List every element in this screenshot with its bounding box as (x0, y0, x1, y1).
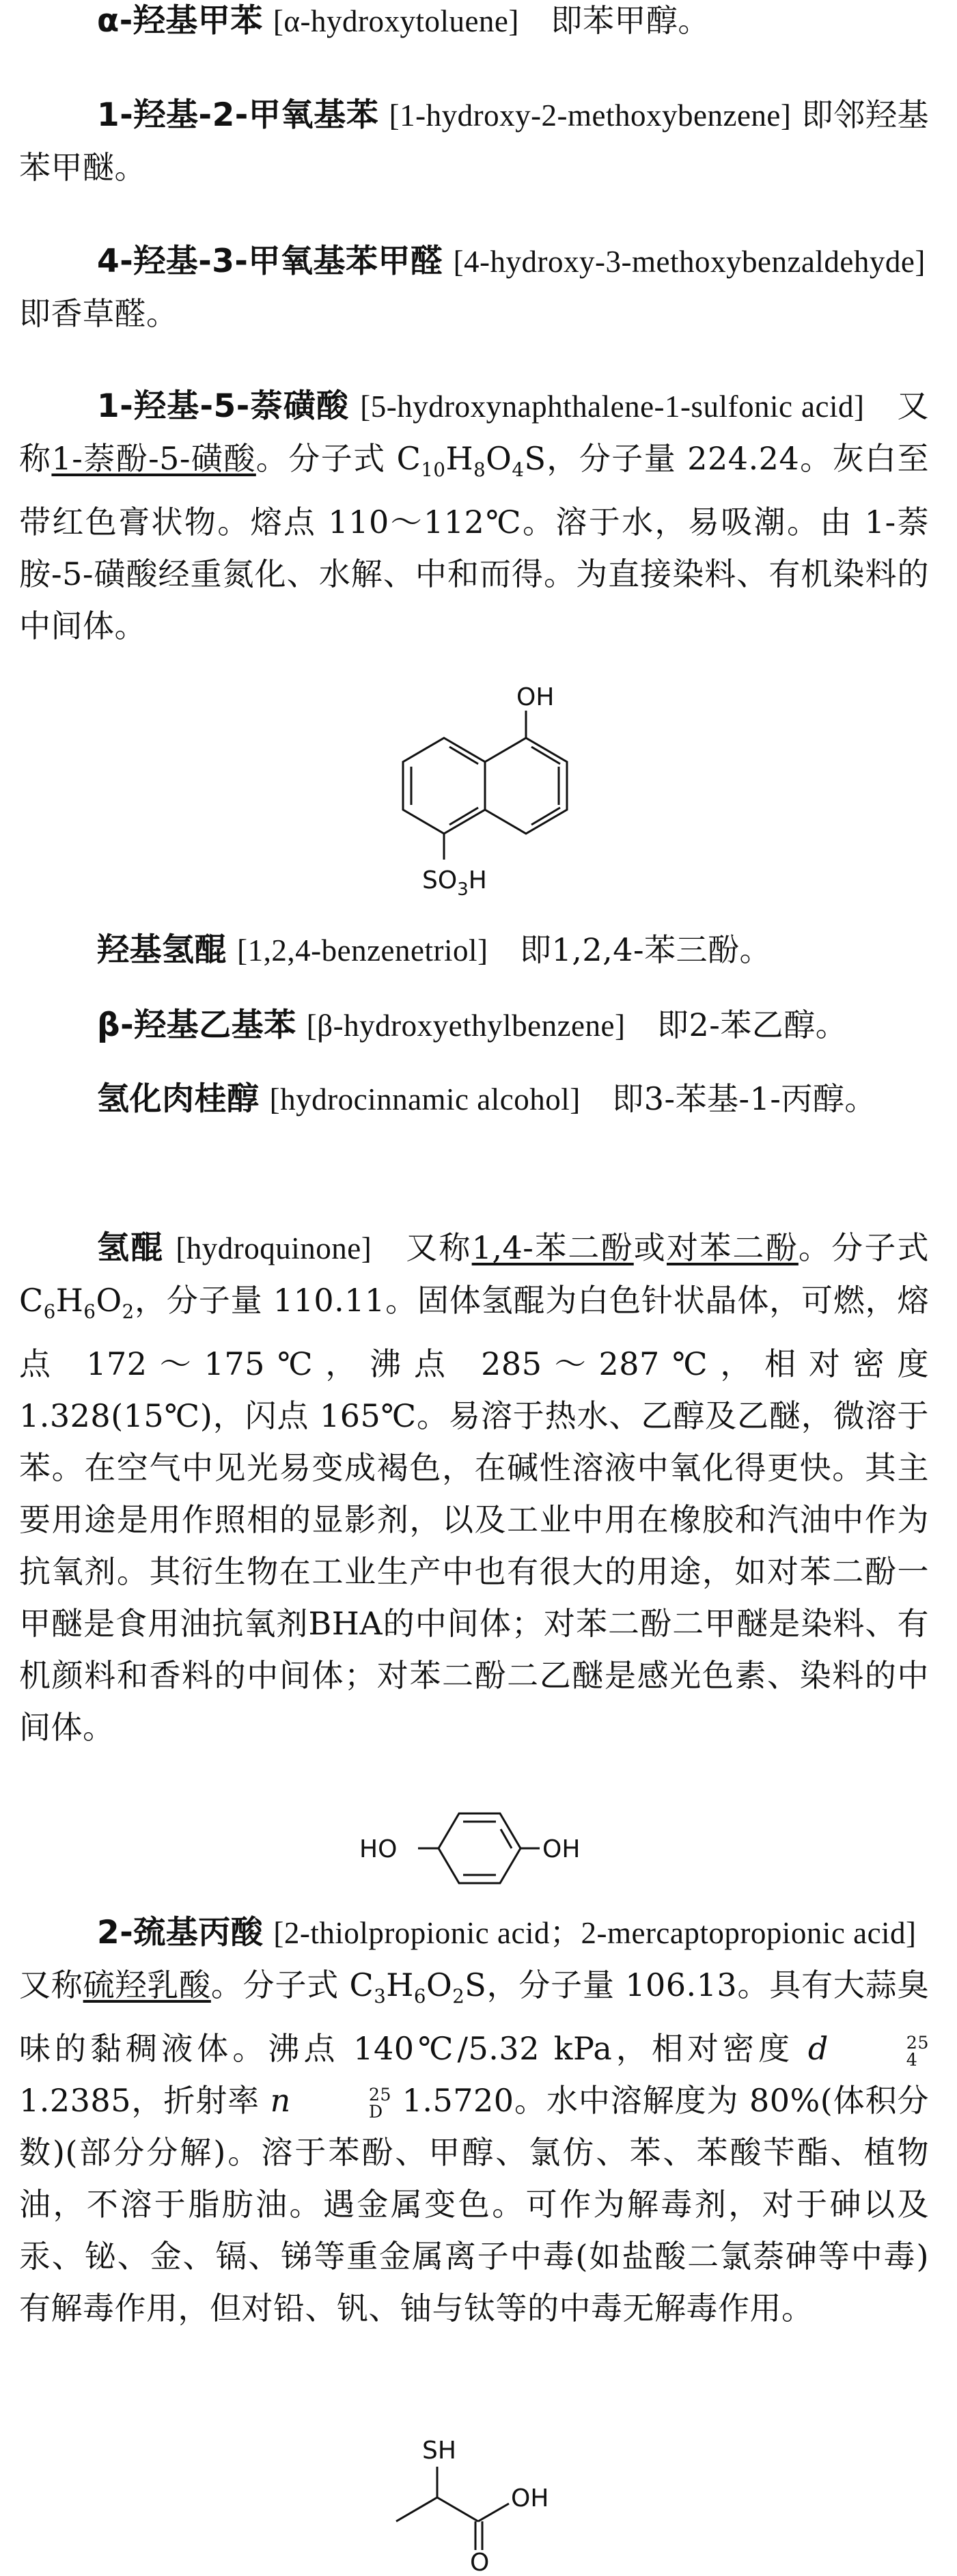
structure-hydroxynaphthalenesulfonic-acid (383, 676, 581, 905)
formula-text: O (486, 440, 512, 477)
entry-headword: 4-羟基-3-甲氧基苯甲醛 (97, 243, 443, 280)
entry-definition: S，分子量 106.13。具有大蒜臭味的黏稠液体。沸点 140℃/5.32 kPa，相对密度 (19, 1967, 930, 2068)
formula-text: 。分子式 C (210, 1967, 374, 2003)
alias-prefix: 又称 (372, 1229, 472, 1266)
entry-definition: 即3-苯基-1-丙醇。 (580, 1080, 876, 1117)
structure-hydroquinone (357, 1804, 589, 1895)
formula-text: H (386, 1967, 414, 2003)
formula-text: O (96, 1282, 122, 1319)
formula-subscript: 2 (122, 1300, 135, 1324)
entry-beta-hydroxyethylbenzene (19, 999, 929, 1052)
formula-subscript: 10 (421, 458, 446, 482)
so3h-label: $SO_3H$ (422, 866, 487, 900)
formula-subscript: 3 (374, 1985, 387, 2008)
formula-text: 。分子式 C (255, 440, 421, 477)
entry-1-hydroxy-5-naphthalenesulfonic-acid (19, 380, 929, 652)
entry-english-term: [α-hydroxytoluene] (273, 4, 519, 38)
formula-subscript: 2 (452, 1985, 465, 2008)
density-symbol: d (807, 2030, 829, 2068)
entry-headword: 羟基氢醌 (97, 931, 227, 969)
density-sub: 4 (906, 2050, 918, 2070)
entry-headword: 1-羟基-5-萘磺酸 (97, 387, 350, 425)
entry-definition-cont: 1.2385，折射率 (19, 2082, 271, 2120)
entry-headword: 2-巯基丙酸 (97, 1914, 264, 1951)
oh-label: OH (516, 683, 555, 711)
formula-subscript: 8 (473, 458, 486, 482)
alias-or: 或 (633, 1229, 667, 1266)
entry-headword: β-羟基乙基苯 (97, 1006, 296, 1044)
alias-name: 硫羟乳酸 (83, 1967, 211, 2003)
alias-prefix: 又称 (19, 387, 930, 477)
alias-name: 1-萘酚-5-磺酸 (51, 440, 256, 477)
entry-english-term: [4-hydroxy-3-methoxybenzaldehyde] (453, 245, 926, 279)
entry-definition: S，分子量 224.24。灰白至带红色膏状物。熔点 110～112℃。溶于水，易吸潮。由 1-萘胺-5-磺酸经重氮化、水解、中和而得。为直接染料、有机染料的中间体。 (19, 440, 930, 645)
entry-english-term: [hydroquinone] (176, 1231, 372, 1265)
entry-english-term: [2-thiolpropionic acid；2-mercaptopropionic acid] (273, 1916, 917, 1950)
formula-text: 。分子式 C (19, 1229, 930, 1319)
entry-definition: 即邻羟基苯甲醚。 (19, 96, 930, 186)
ho-label: HO (359, 1835, 398, 1863)
entry-1-hydroxy-2-methoxybenzene (19, 89, 929, 193)
entry-definition: 即香草醛。 (19, 243, 957, 332)
density-sup: 25 (906, 2032, 929, 2053)
o-label: O (470, 2549, 490, 2576)
entry-4-hydroxy-3-methoxybenzaldehyde (19, 235, 957, 340)
formula-subscript: 6 (43, 1300, 56, 1324)
entry-english-term: [1,2,4-benzenetriol] (237, 933, 488, 968)
formula-text: H (55, 1282, 84, 1319)
formula-subscript: 6 (83, 1300, 96, 1324)
oh-label: OH (511, 2484, 549, 2512)
entry-english-term: [hydrocinnamic alcohol] (269, 1082, 581, 1116)
formula-subscript: 6 (413, 1985, 426, 2008)
entry-hydroxyhydroquinone (19, 924, 929, 976)
entry-headword: 氢化肉桂醇 (97, 1080, 260, 1118)
alias-name: 1,4-苯二酚 (471, 1229, 634, 1266)
entry-definition: 即苯甲醇。 (518, 2, 710, 39)
formula-subscript: 4 (512, 458, 525, 482)
entry-definition: ，分子量 110.11。固体氢醌为白色针状晶体，可燃，熔点 172～175℃，沸点 285～287℃，相对密度 1.328(15℃)，闪点 165℃。易溶于热水、乙醇及乙醚，微溶于苯。在空气中见光易变成褐色，在碱性溶液中氧化得更快。其主要用途是用作照相的显影剂，以及工业中用在橡胶和汽油中作为抗氧剂。其衍生物在工业生产中也有很大的用途，如对苯二酚一甲醚是食用油抗氧剂BHA的中间体；对苯二酚二甲醚是染料、有机颜料和香料的中间体；对苯二酚二乙醚是感光色素、染料的中间体。 (19, 1282, 929, 1746)
sh-label: SH (422, 2437, 456, 2465)
entry-headword: 氢醌 (97, 1229, 165, 1267)
entry-definition-cont: 1.5720。水中溶解度为 80%(体积分数)(部分分解)。溶于苯酚、甲醇、氯仿、苯、苯酸苄酯、植物油，不溶于脂肪油。遇金属变色。可作为解毒剂，对于砷以及汞、铋、金、镉、锑等重金属离子中毒(如盐酸二氯萘砷等中毒)有解毒作用，但对铅、钒、铀与钛等的中毒无解毒作用。 (19, 2082, 930, 2327)
entry-hydroquinone (19, 1222, 929, 1753)
entry-english-term: [1-hydroxy-2-methoxybenzene] (389, 98, 792, 133)
alias-prefix: 又称 (19, 1914, 949, 2003)
structure-2-mercaptopropionic-acid (383, 2433, 587, 2575)
entry-headword: 1-羟基-2-甲氧基苯 (97, 96, 379, 134)
alias-name-2: 对苯二酚 (666, 1229, 799, 1266)
formula-text: O (426, 1967, 453, 2003)
formula-text: H (445, 440, 474, 477)
entry-headword: α-羟基甲苯 (97, 2, 263, 40)
entry-english-term: [β-hydroxyethylbenzene] (306, 1009, 626, 1043)
entry-english-term: [5-hydroxynaphthalene-1-sulfonic acid] (360, 389, 865, 424)
entry-definition: 即1,2,4-苯三酚。 (488, 931, 772, 968)
entry-definition: 即2-苯乙醇。 (625, 1006, 848, 1043)
entry-2-mercaptopropionic-acid (19, 1906, 949, 2334)
entry-alpha-hydroxytoluene (19, 0, 929, 47)
entry-hydrocinnamic-alcohol (19, 1073, 929, 1125)
refractive-symbol: n (270, 2082, 291, 2120)
refractive-sub: D (368, 2102, 383, 2122)
refractive-sup: 25 (368, 2084, 392, 2105)
oh-label: OH (542, 1835, 581, 1863)
